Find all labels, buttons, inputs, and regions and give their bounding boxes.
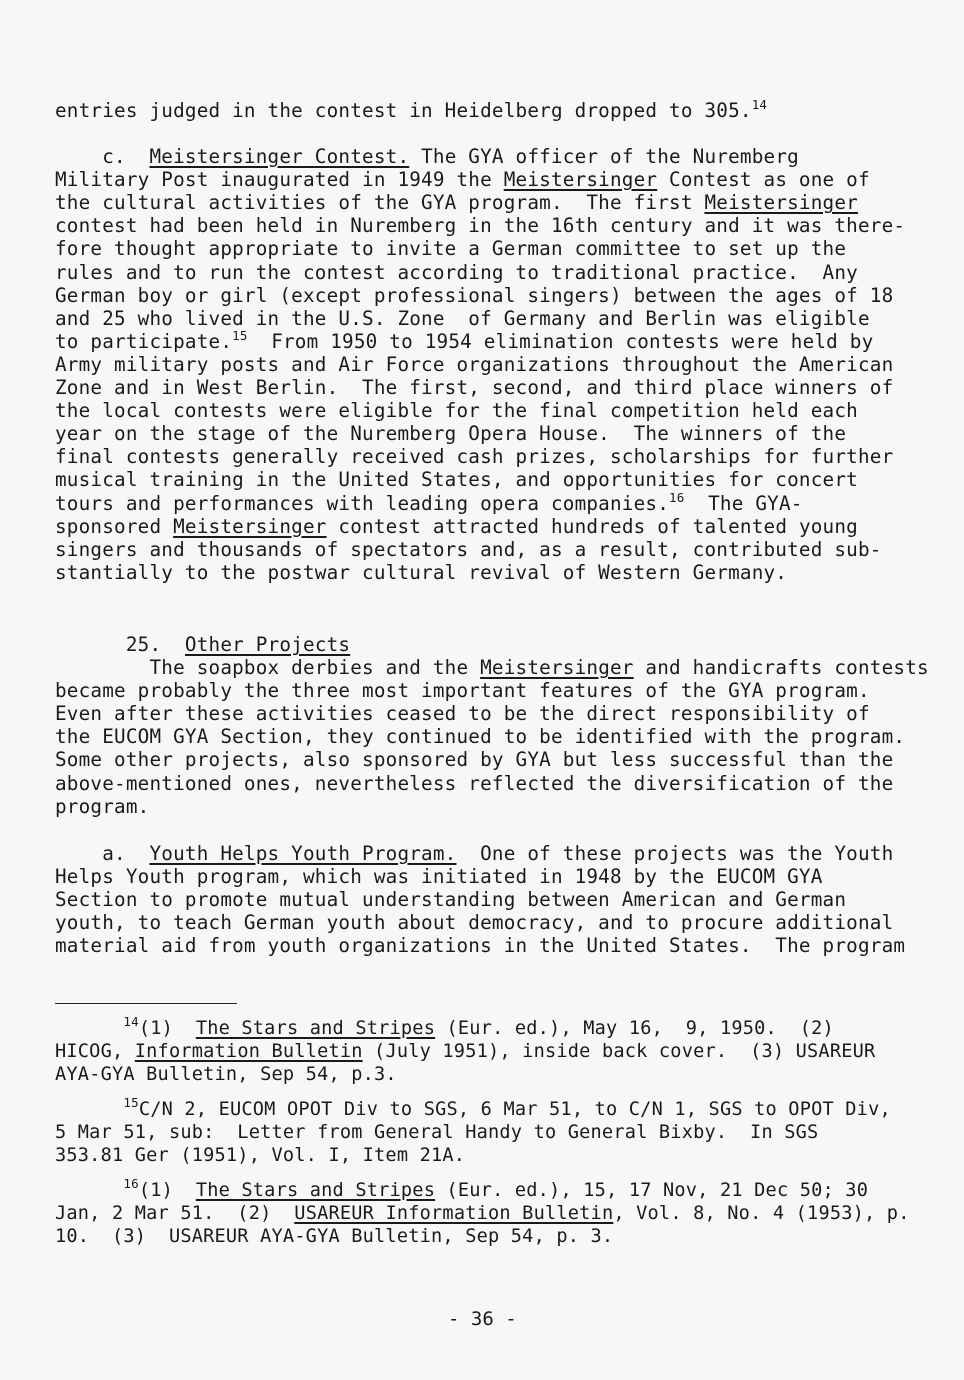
- text-run: The GYA officer of the Nuremberg: [409, 145, 799, 168]
- text-run: c.: [55, 145, 150, 168]
- footnote-rule: [55, 1003, 237, 1004]
- text-run: contest attracted hundreds of talented young: [326, 514, 858, 538]
- text-run: year on the stage of the Nuremberg Opera House. The winners of the: [55, 422, 847, 446]
- text-run: (1): [138, 1018, 196, 1039]
- text-run: Even after these activities ceased to be the direct responsibility of: [55, 702, 870, 726]
- text-run: contest had been held in Nuremberg in the 16th century and it was there-: [55, 214, 906, 238]
- underlined-text: Meistersinger: [704, 191, 858, 215]
- footnote-line: [55, 1203, 910, 1225]
- text-run: The GYA-: [684, 491, 803, 515]
- text-line: [55, 308, 870, 330]
- text-line: [55, 657, 929, 679]
- footnote-line: [55, 1145, 465, 1167]
- text-line: [55, 680, 870, 702]
- text-run: the cultural activities of the GYA program. The first: [55, 191, 705, 215]
- text-run: a.: [55, 842, 150, 865]
- text-run: 10. (3) USAREUR AYA-GYA Bulletin, Sep 54, p. 3.: [55, 1226, 614, 1247]
- footnote-marker: 16: [123, 1176, 139, 1191]
- text-run: and 25 who lived in the U.S. Zone of Germany and Berlin was eligible: [55, 306, 870, 330]
- text-line: [55, 446, 893, 468]
- text-run: above-mentioned ones, nevertheless reflected the diversification of the: [55, 771, 894, 795]
- section-title: Other Projects: [184, 633, 351, 656]
- text-run: (Eur. ed.), 15, 17 Nov, 21 Dec 50; 30: [435, 1180, 869, 1201]
- footnote-line: [55, 1064, 397, 1086]
- page-number: - 36 -: [448, 1308, 517, 1330]
- text-run: became probably the three most important features of the GYA program.: [55, 679, 870, 703]
- text-line: [55, 843, 893, 865]
- text-run: (1): [138, 1180, 196, 1201]
- text-run: Zone and in West Berlin. The first, second, and third place winners of: [55, 376, 894, 399]
- underlined-text: Meistersinger: [480, 656, 634, 679]
- footnote-line: [55, 1122, 818, 1144]
- text-line: [55, 773, 893, 795]
- underlined-text: Meistersinger: [503, 168, 658, 192]
- footnote-line: [55, 1041, 875, 1063]
- text-line: [55, 562, 787, 584]
- text-run: fore thought appropriate to invite a German committee to set up the: [55, 237, 847, 261]
- text-line: [55, 469, 858, 491]
- text-run: German boy or girl (except professional singers) between the ages of 18: [55, 283, 894, 307]
- text-run: sponsored: [55, 514, 174, 538]
- text-line: [55, 796, 149, 818]
- text-line: [55, 285, 893, 307]
- text-run: C/N 2, EUCOM OPOT Div to SGS, 6 Mar 51, to C/N 1, SGS to OPOT Div,: [138, 1099, 891, 1120]
- text-line: [55, 423, 846, 445]
- footnote-marker: 16: [669, 489, 685, 505]
- text-run: program.: [55, 794, 150, 818]
- text-run: 5 Mar 51, sub: Letter from General Handy to General Bixby. In SGS: [55, 1122, 819, 1143]
- text-run: Some other projects, also sponsored by GYA but less successful than the: [55, 748, 894, 772]
- text-run: entries judged in the contest in Heidelberg dropped to 305.: [55, 99, 752, 122]
- text-line: [55, 238, 846, 260]
- text-run: 353.81 Ger (1951), Vol. I, Item 21A.: [55, 1145, 466, 1166]
- text-run: the EUCOM GYA Section, they continued to be identified with the program.: [55, 725, 906, 749]
- text-run: Jan, 2 Mar 51. (2): [55, 1203, 295, 1224]
- underlined-text: Information Bulletin: [134, 1041, 363, 1062]
- text-run: [55, 1099, 123, 1120]
- underlined-text: USAREUR Information Bulletin: [294, 1203, 614, 1224]
- underlined-text: The Stars and Stripes: [195, 1180, 436, 1201]
- footnote-marker: 14: [751, 97, 768, 112]
- text-run: musical training in the United States, and opportunities for concert: [55, 468, 858, 492]
- footnote-line: [55, 1095, 891, 1121]
- text-line: [55, 192, 858, 214]
- text-run: youth, to teach German youth about democracy, and to procure additional: [55, 911, 894, 935]
- text-line: [55, 489, 803, 515]
- text-run: AYA-GYA Bulletin, Sep 54, p.3.: [55, 1064, 397, 1085]
- footnote-line: [55, 1176, 869, 1202]
- text-run: Section to promote mutual understanding between American and German: [55, 888, 847, 912]
- text-run: The soapbox derbies and the: [55, 656, 481, 679]
- text-run: From 1950 to 1954 elimination contests were held by: [247, 329, 874, 353]
- underlined-text: Meistersinger Contest.: [149, 145, 410, 168]
- underlined-text: The Stars and Stripes: [195, 1018, 436, 1039]
- text-run: final contests generally received cash prizes, scholarships for further: [55, 445, 894, 469]
- text-line: [55, 935, 905, 957]
- text-run: tours and performances with leading opera companies.: [55, 491, 670, 515]
- text-run: material aid from youth organizations in the United States. The program: [55, 934, 906, 958]
- text-line: [55, 703, 870, 725]
- text-run: the local contests were eligible for the final competition held each: [55, 399, 858, 423]
- text-run: Contest as one of: [657, 168, 870, 192]
- text-line: [55, 516, 858, 538]
- text-run: HICOG,: [55, 1041, 135, 1062]
- text-run: singers and thousands of spectators and, as a result, contributed sub-: [55, 537, 882, 561]
- text-line: [55, 377, 893, 399]
- text-line: [55, 889, 846, 911]
- text-line: [55, 327, 874, 353]
- text-line: [55, 912, 893, 934]
- text-line: [55, 146, 799, 168]
- footnote-marker: 15: [232, 327, 248, 343]
- text-run: and handicrafts contests: [633, 656, 929, 679]
- text-run: stantially to the postwar cultural revival of Western Germany.: [55, 560, 788, 584]
- text-run: Army military posts and Air Force organizations throughout the American: [55, 352, 894, 376]
- text-run: One of these projects was the Youth: [456, 842, 894, 865]
- text-run: (Eur. ed.), May 16, 9, 1950. (2): [435, 1018, 834, 1039]
- footnote-marker: 15: [123, 1095, 139, 1110]
- text-run: Military Post inaugurated in 1949 the: [55, 168, 504, 192]
- text-run: [55, 1018, 123, 1039]
- footnote-marker: 14: [123, 1014, 139, 1029]
- text-line: [55, 539, 882, 561]
- footnote-line: [55, 1014, 834, 1040]
- underlined-text: Youth Helps Youth Program.: [149, 842, 457, 865]
- text-run: [55, 1180, 123, 1201]
- text-line: [55, 215, 905, 237]
- section-number: 25.: [125, 633, 162, 656]
- text-run: to participate.: [55, 329, 233, 353]
- text-line: [55, 97, 768, 122]
- text-run: (July 1951), inside back cover. (3) USAREUR: [362, 1041, 876, 1062]
- text-line: [55, 866, 823, 888]
- text-line: [55, 400, 858, 422]
- text-run: rules and to run the contest according to traditional practice. Any: [55, 260, 858, 284]
- text-line: [55, 726, 905, 748]
- text-line: [55, 354, 893, 376]
- text-line: [55, 262, 858, 284]
- text-run: , Vol. 8, No. 4 (1953), p.: [613, 1203, 910, 1224]
- footnote-line: [55, 1226, 613, 1248]
- text-line: [55, 749, 893, 771]
- text-line: [55, 169, 870, 191]
- underlined-text: Meistersinger: [173, 514, 327, 538]
- text-run: Helps Youth program, which was initiated in 1948 by the EUCOM GYA: [55, 865, 823, 889]
